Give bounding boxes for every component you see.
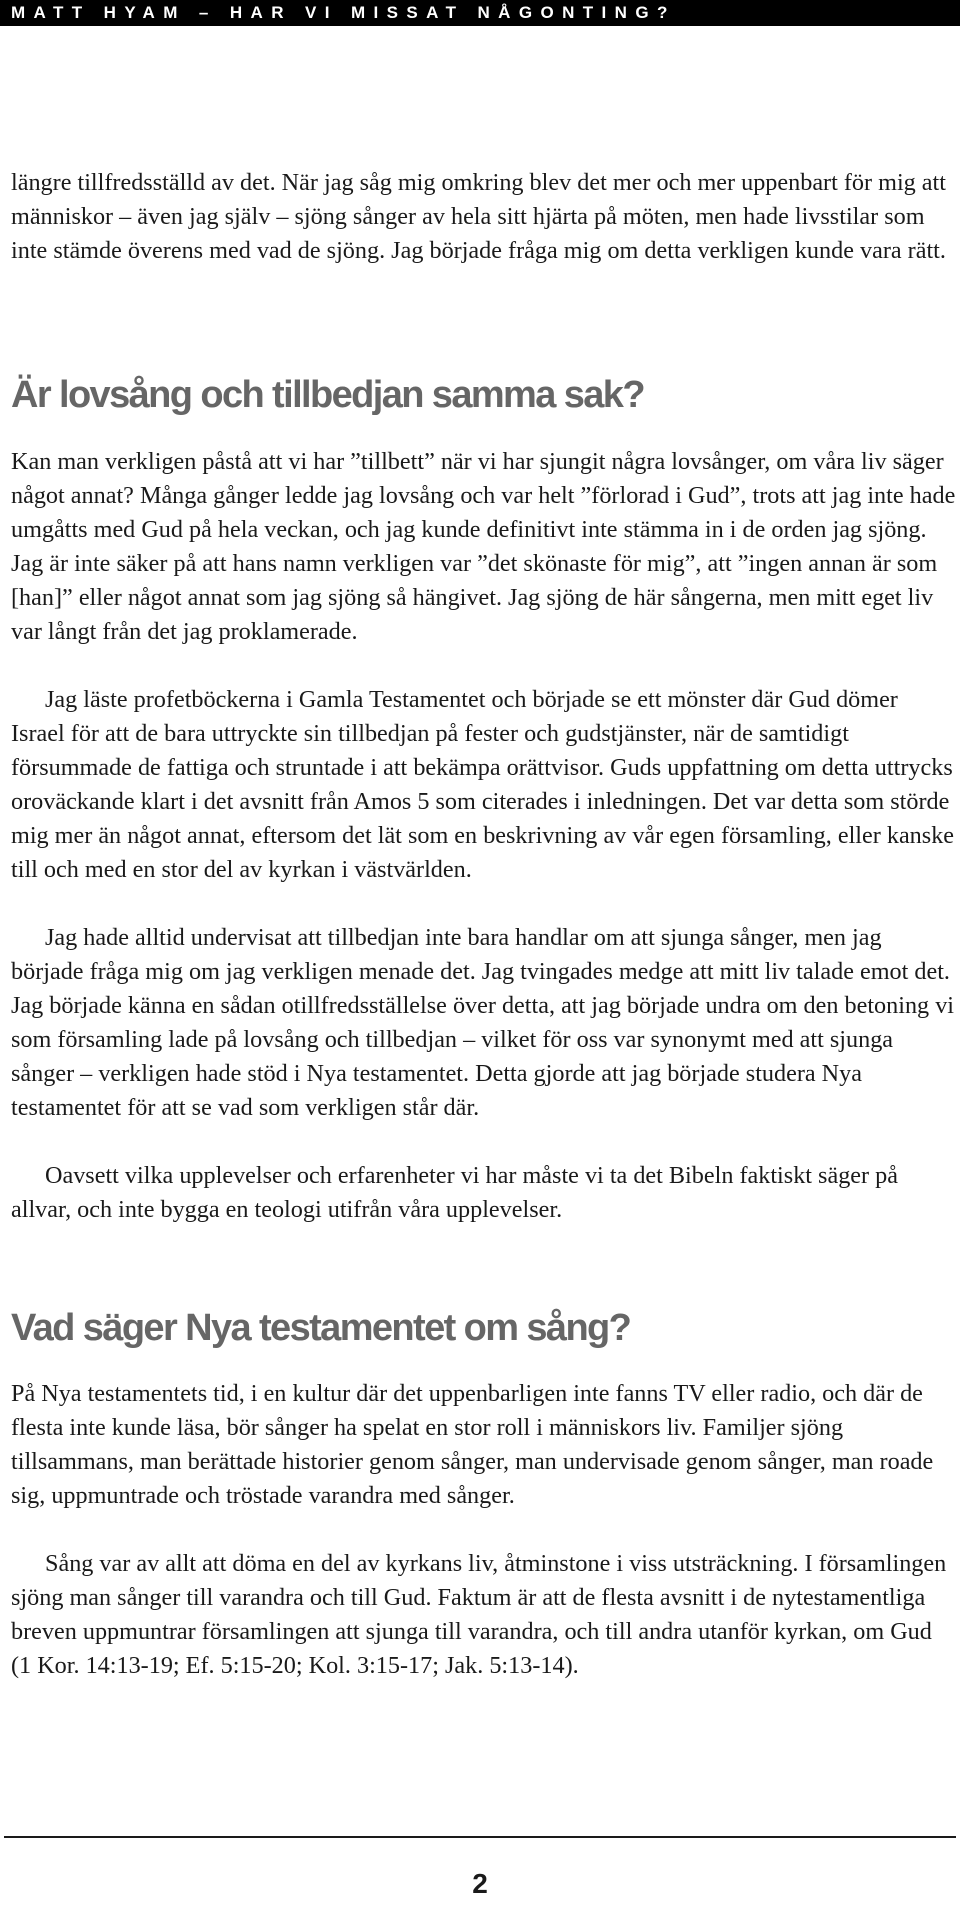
- section1-paragraph-3: Jag hade alltid undervisat att tillbedjan inte bara handlar om att sjunga sånger, men jag började fråga mig om jag verkligen menade det. Jag tvingades medge att mitt liv talade emot det. Jag började känna en sådan otillfredsställelse över detta, att jag började undra om den betoning vi som församling lade på lovsång och tillbedjan – vilket för oss var synonymt med att sjunga sånger – verkligen hade stöd i Nya testamentet. Detta gjorde att jag började studera Nya testamentet för att se vad som verkligen står där.: [11, 924, 955, 1121]
- section-heading-new-testament: Vad säger Nya testamentet om sång?: [11, 1307, 631, 1349]
- page-number: 2: [472, 1868, 488, 1899]
- running-header: MATT HYAM – HAR VI MISSAT NÅGONTING?: [0, 0, 960, 26]
- section-heading-worship: Är lovsång och tillbedjan samma sak?: [11, 374, 644, 416]
- section2-paragraph-1: På Nya testamentets tid, i en kultur där det uppenbarligen inte fanns TV eller radio, och där de flesta inte kunde läsa, bör sånger ha spelat en stor roll i människors liv. Familjer sjöng tillsammans, man berättade historier genom sånger, man undervisade genom sånger, man roade sig, uppmuntrade och tröstade varandra med sånger.: [11, 1380, 934, 1509]
- section1-paragraph-2: Jag läste profetböckerna i Gamla Testamentet och började se ett mönster där Gud dömer Israel för att de bara uttryckte sin tillbedjan på fester och gudstjänster, när de samtidigt försummade de fattiga och struntade i att bekämpa orättvisor. Guds uppfattning om detta uttrycks oroväckande klart i det avsnitt från Amos 5 som citerades i inledningen. Det var detta som störde mig mer än något annat, eftersom det lät som en beskrivning av vår egen församling, eller kanske till och med en stor del av kyrkan i västvärlden.: [11, 686, 955, 883]
- section1-paragraph-1: Kan man verkligen påstå att vi har ”tillbett” när vi har sjungit några lovsånger, om våra liv säger något annat? Många gånger ledde jag lovsång och var helt ”förlorad i Gud”, trots att jag inte hade umgåtts med Gud på hela veckan, och jag kunde definitivt inte stämma in i de orden jag sjöng. Jag är inte säker på att hans namn verkligen var ”det skönaste för mig”, att ”ingen annan är som [han]” eller något annat som jag sjöng så hängivet. Jag sjöng de här sångerna, men mitt eget liv var långt från det jag proklamerade.: [11, 448, 956, 645]
- intro-paragraph: längre tillfredsställd av det. När jag såg mig omkring blev det mer och mer uppenbart för mig att människor – även jag själv – sjöng sånger av hela sitt hjärta på möten, men hade livsstilar som inte stämde överens med vad de sjöng. Jag började fråga mig om detta verkligen kunde vara rätt.: [11, 169, 946, 264]
- footer-divider: [4, 1836, 956, 1838]
- section1-paragraph-4: Oavsett vilka upplevelser och erfarenheter vi har måste vi ta det Bibeln faktiskt säger på allvar, och inte bygga en teologi utifrån våra upplevelser.: [11, 1162, 898, 1223]
- section2-paragraph-2: Sång var av allt att döma en del av kyrkans liv, åtminstone i viss utsträckning. I församlingen sjöng man sånger till varandra och till Gud. Faktum är att de flesta avsnitt i de nytestamentliga breven uppmuntrar församlingen att sjunga till varandra, och till andra utanför kyrkan, om Gud (1 Kor. 14:13-19; Ef. 5:15-20; Kol. 3:15-17; Jak. 5:13-14).: [11, 1550, 947, 1679]
